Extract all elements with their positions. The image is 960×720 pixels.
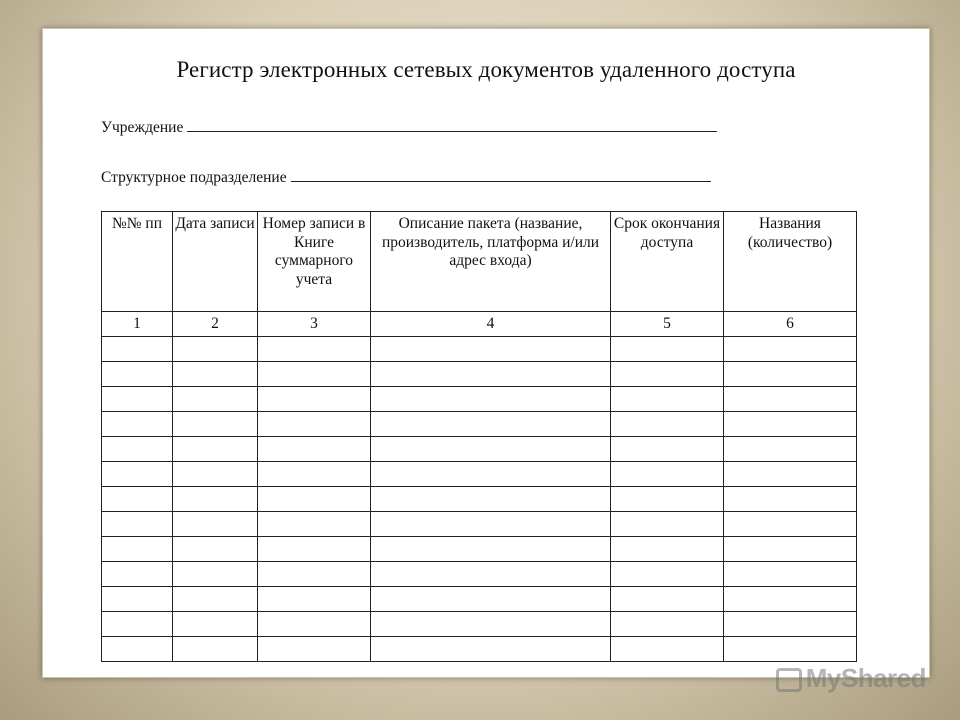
empty-table-cell [173,487,258,512]
empty-table-cell [258,412,371,437]
header-cell: Названия (количество) [724,212,857,312]
empty-table-cell [611,512,724,537]
empty-table-cell [102,637,173,662]
empty-table-row [102,462,857,487]
empty-table-cell [611,337,724,362]
empty-table-cell [724,487,857,512]
empty-table-cell [102,437,173,462]
header-row [102,212,857,312]
empty-table-cell [611,537,724,562]
empty-table-cell [611,412,724,437]
empty-table-cell [258,387,371,412]
empty-table-cell [173,512,258,537]
empty-table-cell [611,562,724,587]
column-number-cell: 1 [102,312,173,337]
empty-table-cell [371,537,611,562]
empty-table-cell [173,612,258,637]
empty-table-cell [724,537,857,562]
empty-table-cell [173,412,258,437]
empty-table-cell [258,487,371,512]
header-cell: Срок окончания доступа [611,212,724,312]
empty-table-cell [371,387,611,412]
empty-table-cell [371,337,611,362]
empty-table-cell [102,537,173,562]
column-number-cell: 4 [371,312,611,337]
institution-fill-line [187,130,717,132]
empty-table-cell [102,587,173,612]
empty-table-cell [724,437,857,462]
institution-label: Учреждение [101,119,184,136]
empty-table-cell [258,562,371,587]
header-cell: Дата записи [173,212,258,312]
empty-table-cell [724,637,857,662]
empty-table-cell [371,362,611,387]
empty-table-cell [724,337,857,362]
watermark-text: MyShared [805,663,926,693]
empty-table-cell [102,387,173,412]
empty-table-cell [173,462,258,487]
header-cell: Описание пакета (название, производитель, платформа и/или адрес входа) [371,212,611,312]
column-number-cell: 3 [258,312,371,337]
empty-table-cell [724,587,857,612]
empty-table-row [102,387,857,412]
myshared-watermark [776,663,926,694]
empty-table-cell [724,512,857,537]
empty-table-cell [102,462,173,487]
empty-table-row [102,437,857,462]
empty-table-cell [173,537,258,562]
empty-table-row [102,362,857,387]
empty-table-cell [371,487,611,512]
empty-table-cell [611,362,724,387]
empty-table-cell [258,512,371,537]
empty-table-cell [258,612,371,637]
empty-table-cell [724,562,857,587]
column-number-cell: 5 [611,312,724,337]
empty-table-cell [611,637,724,662]
empty-table-cell [258,462,371,487]
document-page [42,28,930,678]
empty-table-cell [258,337,371,362]
empty-table-cell [173,587,258,612]
empty-table-cell [724,387,857,412]
empty-table-cell [371,462,611,487]
empty-table-cell [724,412,857,437]
empty-table-cell [102,512,173,537]
empty-table-cell [258,587,371,612]
header-cell: Номер записи в Книге суммарного учета [258,212,371,312]
empty-table-row [102,487,857,512]
institution-field [101,119,717,137]
watermark-logo-icon [776,668,802,692]
header-cell: №№ пп [102,212,173,312]
register-table [101,211,857,662]
empty-table-cell [611,437,724,462]
empty-table-cell [611,587,724,612]
empty-table-cell [173,387,258,412]
document-title: Регистр электронных сетевых документов удаленного доступа [176,57,796,82]
empty-table-cell [371,562,611,587]
empty-table-cell [724,462,857,487]
empty-table-cell [173,437,258,462]
empty-table-cell [173,562,258,587]
empty-table-cell [371,637,611,662]
empty-table-cell [611,387,724,412]
empty-table-cell [173,337,258,362]
empty-table-cell [102,562,173,587]
empty-table-row [102,537,857,562]
column-number-cell: 6 [724,312,857,337]
empty-table-cell [724,362,857,387]
column-number-cell: 2 [173,312,258,337]
empty-table-cell [371,587,611,612]
empty-table-cell [724,612,857,637]
empty-table-cell [102,337,173,362]
empty-table-cell [102,612,173,637]
empty-table-cell [258,362,371,387]
empty-table-cell [371,612,611,637]
empty-table-cell [611,462,724,487]
empty-table-row [102,562,857,587]
empty-table-cell [371,412,611,437]
empty-table-cell [102,362,173,387]
department-fill-line [291,180,711,182]
empty-table-row [102,512,857,537]
empty-table-row [102,337,857,362]
empty-table-cell [611,612,724,637]
empty-table-row [102,637,857,662]
empty-table-row [102,612,857,637]
empty-table-cell [258,537,371,562]
empty-table-row [102,412,857,437]
empty-table-cell [371,437,611,462]
empty-table-cell [611,487,724,512]
empty-table-cell [258,437,371,462]
empty-table-cell [258,637,371,662]
empty-table-cell [371,512,611,537]
empty-table-cell [102,487,173,512]
column-number-row [102,312,857,337]
empty-table-row [102,587,857,612]
empty-table-cell [102,412,173,437]
department-label: Структурное подразделение [101,169,287,186]
department-field [101,169,711,187]
empty-table-cell [173,362,258,387]
empty-table-cell [173,637,258,662]
